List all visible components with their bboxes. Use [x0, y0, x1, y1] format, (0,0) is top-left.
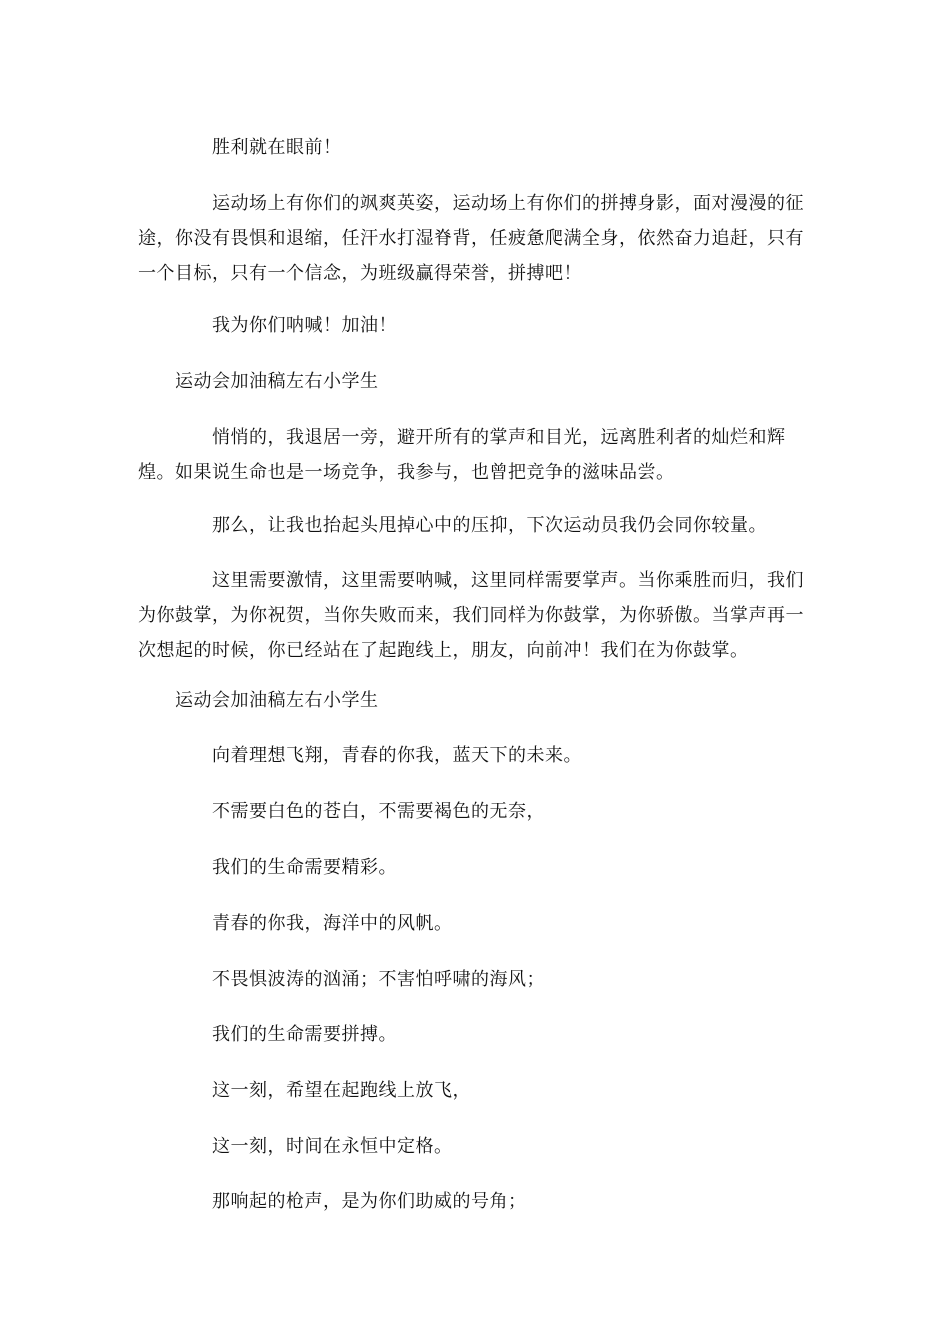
paragraph: 向着理想飞翔，青春的你我，蓝天下的未来。 — [212, 745, 582, 766]
paragraph: 悄悄的，我退居一旁，避开所有的掌声和目光，远离胜利者的灿烂和辉煌。如果说生命也是一场竞争，我参与，也曾把竞争的滋味品尝。 — [138, 427, 786, 483]
paragraph: 青春的你我，海洋中的风帆。 — [212, 913, 453, 934]
paragraph: 那么，让我也抬起头甩掉心中的压抑，下次运动员我仍会同你较量。 — [212, 515, 767, 536]
paragraph: 这里需要激情，这里需要呐喊，这里同样需要掌声。当你乘胜而归，我们为你鼓掌，为你祝贺，当你失败而来，我们同样为你鼓掌，为你骄傲。当掌声再一次想起的时候，你已经站在了起跑线上，朋友，向前冲！我们在为你鼓掌。 — [138, 570, 804, 661]
paragraph: 不畏惧波涛的汹涌；不害怕呼啸的海风； — [212, 969, 545, 990]
section-heading: 运动会加油稿左右小学生 — [175, 690, 379, 711]
paragraph: 胜利就在眼前！ — [212, 137, 342, 158]
paragraph: 我们的生命需要拼搏。 — [212, 1024, 397, 1045]
paragraph: 这一刻，时间在永恒中定格。 — [212, 1136, 453, 1157]
paragraph: 我为你们呐喊！加油！ — [212, 315, 397, 336]
paragraph: 运动场上有你们的飒爽英姿，运动场上有你们的拼搏身影，面对漫漫的征途，你没有畏惧和退缩，任汗水打湿脊背，任疲惫爬满全身，依然奋力追赶，只有一个目标，只有一个信念，为班级赢得荣誉，拼搏吧！ — [138, 193, 804, 284]
paragraph: 不需要白色的苍白，不需要褐色的无奈， — [212, 801, 545, 822]
section-heading: 运动会加油稿左右小学生 — [175, 371, 379, 392]
paragraph: 那响起的枪声，是为你们助威的号角； — [212, 1191, 527, 1212]
paragraph: 这一刻，希望在起跑线上放飞， — [212, 1080, 471, 1101]
paragraph: 我们的生命需要精彩。 — [212, 857, 397, 878]
